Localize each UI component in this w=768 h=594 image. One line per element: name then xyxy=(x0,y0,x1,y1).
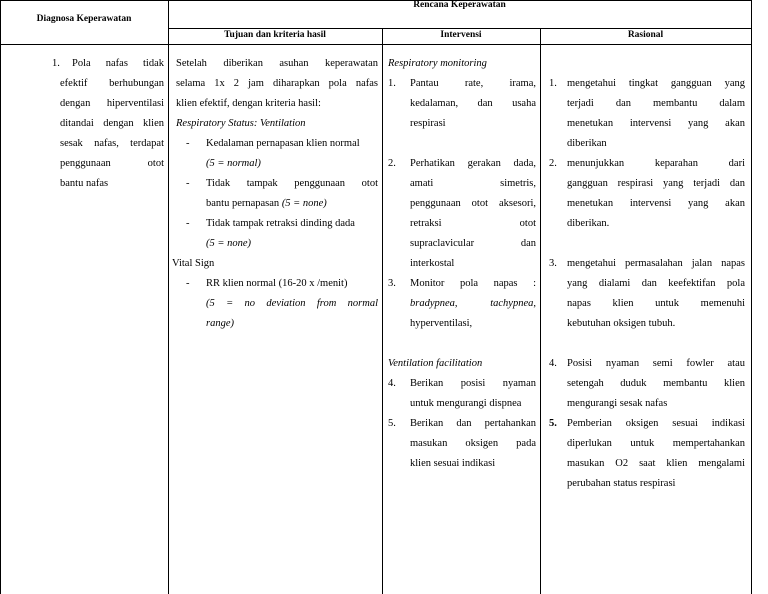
intervensi-item-cont xyxy=(388,194,536,214)
rasional-item-cont xyxy=(549,314,745,334)
criteria-text: bantu pernapasan xyxy=(206,198,282,209)
spacer xyxy=(388,134,536,154)
rasional-text: setengah duduk membantu klien xyxy=(567,378,745,389)
tujuan-section-vital-sign: Vital Sign xyxy=(172,258,215,269)
header-divider-line xyxy=(168,28,752,29)
spacer xyxy=(388,334,536,354)
intervensi-item-cont xyxy=(388,294,536,314)
criteria-item xyxy=(176,214,378,234)
intervensi-number: 1. xyxy=(388,78,396,89)
criteria-bullet: - xyxy=(186,218,190,229)
criteria-scale: (5 = normal) xyxy=(206,158,261,169)
rasional-text: terjadi dan membantu dalam xyxy=(567,98,745,109)
criteria-item-cont xyxy=(176,314,378,334)
criteria-text: Kedalaman pernapasan klien normal xyxy=(206,138,360,149)
intervensi-text: kedalaman, dan usaha xyxy=(410,98,536,109)
rasional-text: diberikan xyxy=(567,138,607,149)
rasional-cell xyxy=(549,74,745,494)
intervensi-text: interkostal xyxy=(410,258,455,269)
intervensi-text: untuk mengurangi dispnea xyxy=(410,398,522,409)
intervensi-text: hyperventilasi, xyxy=(410,318,473,329)
rasional-item-cont xyxy=(549,114,745,134)
rasional-text: perubahan status respirasi xyxy=(567,478,676,489)
intervensi-item-cont xyxy=(388,234,536,254)
intervensi-item xyxy=(388,414,536,434)
header-rasional: Rasional xyxy=(627,30,664,40)
criteria-scale: range) xyxy=(206,318,234,329)
intervensi-cell xyxy=(388,54,536,474)
rasional-number: 5. xyxy=(549,418,557,429)
tujuan-intro-line: Setelah diberikan asuhan keperawatan xyxy=(176,58,378,69)
rasional-text: yang dialami dan keefektifan pola xyxy=(567,278,745,289)
intervensi-item-cont xyxy=(388,394,536,414)
rasional-item xyxy=(549,74,745,94)
rasional-text: Pemberian oksigen sesuai indikasi xyxy=(567,418,745,429)
criteria-text: RR klien normal (16-20 x /menit) xyxy=(206,278,348,289)
intervensi-section-ventilation: Ventilation facilitation xyxy=(388,358,483,369)
rasional-number: 2. xyxy=(549,158,557,169)
intervensi-text: Monitor pola napas : xyxy=(410,278,536,289)
diagnosa-number: 1. xyxy=(52,58,60,69)
intervensi-text: respirasi xyxy=(410,118,446,129)
intervensi-text: amati simetris, xyxy=(410,178,536,189)
rasional-item-cont xyxy=(549,474,745,494)
criteria-bullet: - xyxy=(186,278,190,289)
diagnosa-line: efektif berhubungan xyxy=(60,78,164,89)
rasional-text: menetukan intervensi yang akan xyxy=(567,118,745,129)
intervensi-text: Berikan dan pertahankan xyxy=(410,418,536,429)
rasional-number: 3. xyxy=(549,258,557,269)
intervensi-text: Pantau rate, irama, xyxy=(410,78,536,89)
intervensi-item xyxy=(388,374,536,394)
intervensi-item-cont xyxy=(388,174,536,194)
intervensi-number: 5. xyxy=(388,418,396,429)
col-divider-1 xyxy=(168,0,169,594)
spacer xyxy=(549,234,745,254)
criteria-text: Tidak tampak retraksi dinding dada xyxy=(206,218,355,229)
rasional-item-cont xyxy=(549,174,745,194)
intervensi-text: klien sesuai indikasi xyxy=(410,458,496,469)
intervensi-item xyxy=(388,274,536,294)
intervensi-text: masukan oksigen pada xyxy=(410,438,536,449)
rasional-item-cont xyxy=(549,434,745,454)
rasional-text: menunjukkan keparahan dari xyxy=(567,158,745,169)
rasional-item-cont xyxy=(549,394,745,414)
criteria-item xyxy=(176,134,378,154)
criteria-scale: (5 = no deviation from normal xyxy=(206,298,378,309)
rasional-item-cont xyxy=(549,214,745,234)
rasional-item xyxy=(549,414,745,434)
intervensi-text-cont: bradypnea, tachypnea, xyxy=(410,298,536,309)
rasional-item-cont xyxy=(549,194,745,214)
diagnosa-line: ditandai dengan klien xyxy=(60,118,164,129)
criteria-scale: (5 = none) xyxy=(281,198,327,209)
intervensi-item-cont xyxy=(388,214,536,234)
criteria-bullet: - xyxy=(186,178,190,189)
tujuan-cell xyxy=(172,54,378,334)
criteria-item-cont xyxy=(176,154,378,174)
rasional-text: napas klien untuk memenuhi xyxy=(567,298,745,309)
criteria-item xyxy=(176,274,378,294)
rasional-text: mengetahui permasalahan jalan napas xyxy=(567,258,745,269)
rasional-text: gangguan respirasi yang terjadi dan xyxy=(567,178,745,189)
intervensi-item-cont xyxy=(388,454,536,474)
rasional-text: mengetahui tingkat gangguan yang xyxy=(567,78,745,89)
rasional-text: kebutuhan oksigen tubuh. xyxy=(567,318,676,329)
header-bottom-border xyxy=(0,44,752,45)
rasional-text: diberikan. xyxy=(567,218,610,229)
criteria-text: Tidak tampak penggunaan otot xyxy=(206,178,378,189)
spacer xyxy=(549,334,745,354)
criteria-item xyxy=(176,174,378,194)
rasional-text: masukan O2 saat klien mengalami xyxy=(567,458,745,469)
criteria-text-cont xyxy=(206,194,378,214)
diagnosa-line: dengan hiperventilasi xyxy=(60,98,164,109)
tujuan-section-ventilation: Respiratory Status: Ventilation xyxy=(176,118,306,129)
diagnosa-line: Pola nafas tidak xyxy=(72,58,164,69)
tujuan-intro-line: klien efektif, dengan kriteria hasil: xyxy=(176,98,321,109)
intervensi-item-cont xyxy=(388,254,536,274)
table-left-border xyxy=(0,0,1,594)
intervensi-term: tachypnea xyxy=(490,298,534,309)
intervensi-number: 2. xyxy=(388,158,396,169)
rasional-item-cont xyxy=(549,294,745,314)
intervensi-text: supraclavicular dan xyxy=(410,238,536,249)
criteria-item-cont xyxy=(176,194,378,214)
rasional-number: 1. xyxy=(549,78,557,89)
criteria-scale: (5 = none) xyxy=(206,238,251,249)
intervensi-text: penggunaan otot aksesori, xyxy=(410,198,536,209)
intervensi-item-cont xyxy=(388,94,536,114)
intervensi-item-cont xyxy=(388,434,536,454)
intervensi-text: Perhatikan gerakan dada, xyxy=(410,158,536,169)
intervensi-number: 3. xyxy=(388,278,396,289)
rasional-item-cont xyxy=(549,374,745,394)
header-rencana: Rencana Keperawatan xyxy=(413,0,506,10)
rasional-text: diperlukan untuk mempertahankan xyxy=(567,438,745,449)
table-right-border xyxy=(751,0,752,594)
intervensi-number: 4. xyxy=(388,378,396,389)
criteria-bullet: - xyxy=(186,138,190,149)
col-divider-2 xyxy=(382,28,383,594)
intervensi-item xyxy=(388,154,536,174)
diagnosa-cell xyxy=(52,54,164,194)
intervensi-text: retraksi otot xyxy=(410,218,536,229)
rasional-item xyxy=(549,154,745,174)
rasional-item-cont xyxy=(549,134,745,154)
rasional-item-cont xyxy=(549,454,745,474)
intervensi-section-monitoring: Respiratory monitoring xyxy=(388,58,487,69)
diagnosa-line: bantu nafas xyxy=(60,178,109,189)
rasional-item-cont xyxy=(549,94,745,114)
header-diagnosa: Diagnosa Keperawatan xyxy=(36,14,132,24)
rasional-item xyxy=(549,254,745,274)
rasional-text: mengurangi sesak nafas xyxy=(567,398,668,409)
criteria-item-cont xyxy=(176,234,378,254)
rasional-text: Posisi nyaman semi fowler atau xyxy=(567,358,745,369)
rasional-number: 4. xyxy=(549,358,557,369)
rasional-text: menetukan intervensi yang akan xyxy=(567,198,745,209)
diagnosa-line: sesak nafas, terdapat xyxy=(60,138,164,149)
rasional-item xyxy=(549,354,745,374)
col-divider-3 xyxy=(540,28,541,594)
tujuan-intro-line: selama 1x 2 jam diharapkan pola nafas xyxy=(176,78,378,89)
intervensi-item xyxy=(388,74,536,94)
intervensi-item-cont xyxy=(388,114,536,134)
diagnosa-line: penggunaan otot xyxy=(60,158,164,169)
criteria-item-cont xyxy=(176,294,378,314)
intervensi-text: Berikan posisi nyaman xyxy=(410,378,536,389)
header-intervensi: Intervensi xyxy=(440,30,482,40)
rasional-item-cont xyxy=(549,274,745,294)
intervensi-term: bradypnea xyxy=(410,298,455,309)
header-tujuan: Tujuan dan kriteria hasil xyxy=(224,30,326,40)
intervensi-item-cont xyxy=(388,314,536,334)
